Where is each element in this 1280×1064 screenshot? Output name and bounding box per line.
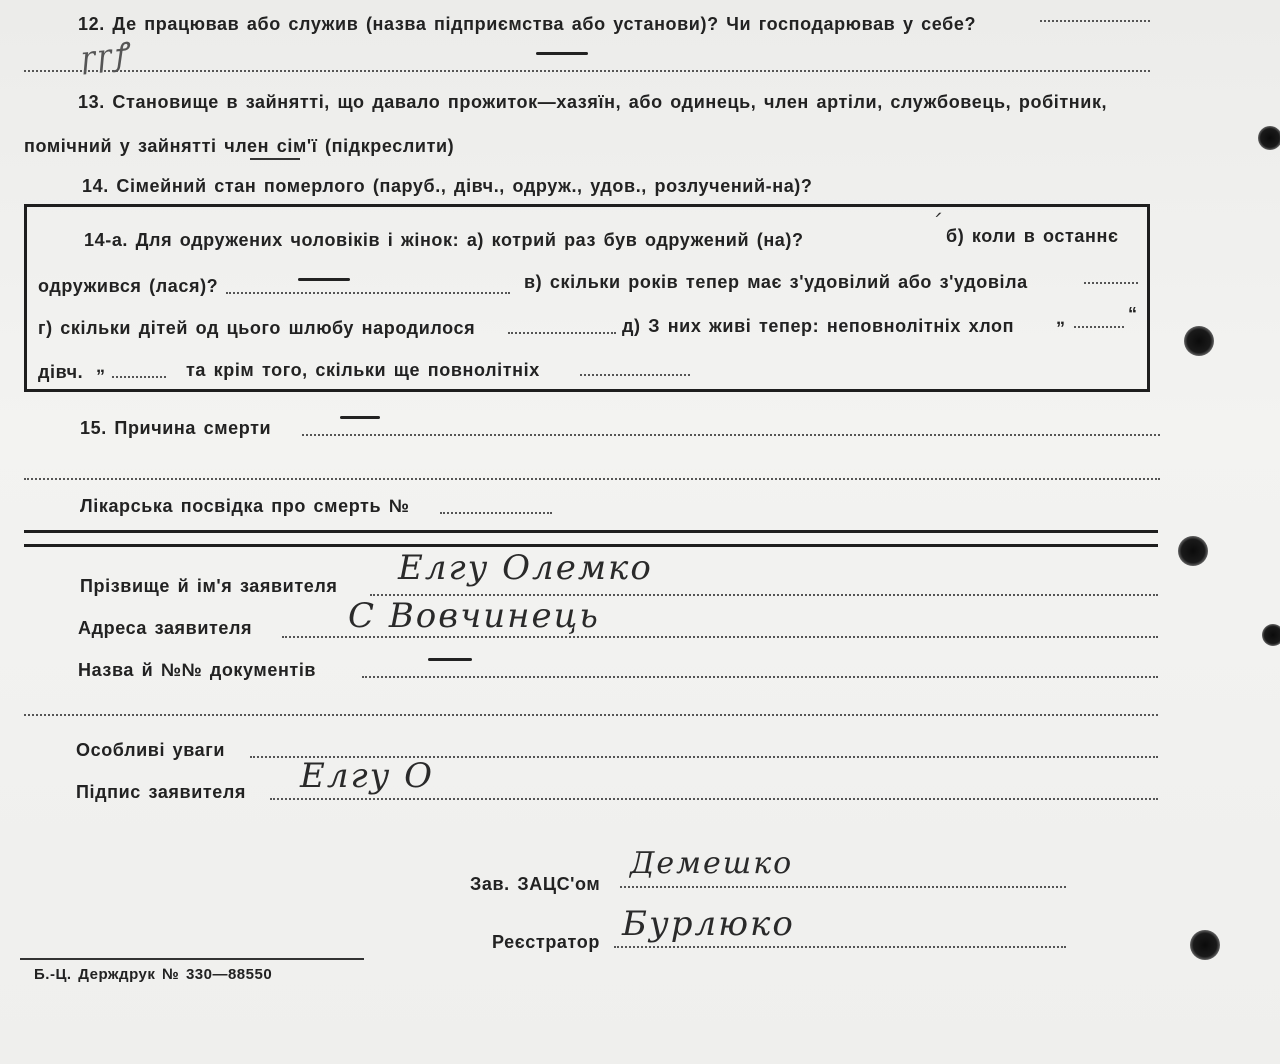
applicant-name-label: Прізвище й ім'я заявителя [80,576,338,596]
section-divider [24,530,1158,533]
q15-fill-line-2 [24,478,1160,480]
punch-hole [1262,624,1280,646]
q12-fill-line-2 [24,70,1150,72]
applicant-address-label: Адреса заявителя [78,618,253,638]
head-zags-label: Зав. ЗАЦС'ом [470,874,601,894]
punch-hole [1258,126,1280,150]
applicant-signature-label: Підпис заявителя [76,782,247,802]
registrar-signature: Бурлюко [622,904,795,944]
q14-label: 14. Сімейний стан померлого (паруб., дівч., одруж., удов., розлучений-на)? [82,176,813,196]
punch-hole [1184,326,1214,356]
q15-label: 15. Причина смерти [80,418,272,438]
q14a-married-when-line [226,292,510,294]
q14a-tick-mark: ˊ [930,212,943,237]
q14a-girls-label: дівч. [38,362,84,382]
q14a-quote-open: „ [1056,308,1066,328]
q13-underline-member [250,158,300,160]
applicant-notes-label: Особливі уваги [76,740,226,760]
q12-fill-line [1040,20,1150,22]
punch-hole [1190,930,1220,960]
head-zags-signature: Демешко [630,846,794,881]
q12-label: 12. Де працював або служив (назва підприємства або установи)? Чи господарював у себе? [78,14,977,34]
applicant-name-handwriting: Елгу Олемко [398,548,653,588]
q14a-quote-close: “ [1128,304,1138,324]
q14a-line-b-cont: одружився (лася)? [38,276,219,296]
applicant-signature-line [270,798,1158,800]
q13-label-line1: 13. Становище в зайнятті, що давало прожиток—хазяїн, або одинець, член артіли, службовець, робітник, [78,92,1108,112]
medical-cert-number-line [440,512,552,514]
applicant-address-handwriting: С Вовчинець [348,596,600,636]
applicant-docs-line-2 [24,714,1158,716]
applicant-docs-label: Назва й №№ документів [78,660,317,680]
q14a-line-d: д) З них живі тепер: неповнолітніх хлоп [622,316,1015,336]
q14a-line-b: б) коли в останнє [946,226,1119,246]
head-zags-line [620,886,1066,888]
registrar-line [614,946,1066,948]
q14a-married-when-dash [298,278,350,281]
q15-answer-dash [340,416,380,419]
applicant-address-line [282,636,1158,638]
q13-label-line2: помічний у зайнятті член сім'ї (підкреслити) [24,136,455,156]
q14a-line-g: г) скільки дітей од цього шлюбу народилося [38,318,476,338]
q14a-widowed-years-line [1084,282,1138,284]
q12-answer-dash [536,52,588,55]
printer-imprint: Б.-Ц. Держдрук № 330—88550 [34,966,273,983]
medical-cert-label: Лікарська посвідка про смерть № [80,496,410,516]
q12-scribble: ꞅꞅꝭ [78,36,131,77]
q14a-line-a: 14-а. Для одружених чоловіків і жінок: а) котрий раз був одружений (на)? [84,230,804,250]
q14a-children-born-line [508,332,616,334]
section-divider [24,544,1158,547]
q14a-adults-label: та крім того, скільки ще повнолітніх [186,360,540,380]
registrar-label: Реєстратор [492,932,600,952]
q14a-line-v: в) скільки років тепер має з'удовілий або з'удовіла [524,272,1028,292]
q14a-girls-quote: „ [96,356,106,376]
q14a-adults-line [580,374,690,376]
applicant-signature: Елгу О [300,756,435,796]
applicant-docs-dash [428,658,472,661]
q15-fill-line [302,434,1160,436]
applicant-docs-line [362,676,1158,678]
punch-hole [1178,536,1208,566]
footer-rule [20,958,364,960]
q14a-boys-line [1074,326,1124,328]
q14a-girls-line [112,376,166,378]
